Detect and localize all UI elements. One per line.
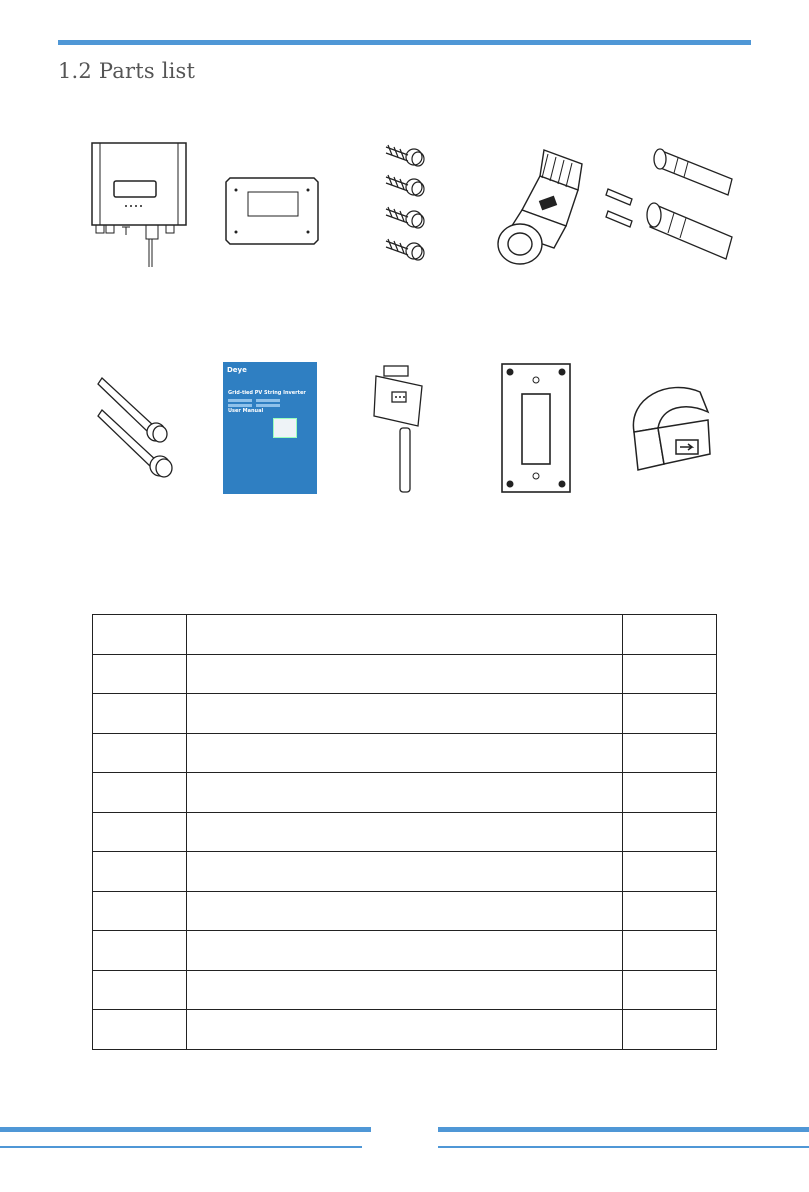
table-row — [93, 970, 717, 1010]
table-row — [93, 733, 717, 773]
parts-table — [92, 614, 717, 1050]
table-cell — [623, 733, 717, 773]
table-row — [93, 694, 717, 734]
screws-image — [378, 139, 434, 271]
table-cell — [93, 733, 187, 773]
mounting-plate-image — [500, 362, 572, 494]
table-cell — [623, 852, 717, 892]
table-cell — [623, 773, 717, 813]
table-cell — [623, 694, 717, 734]
footer-rule-right-thin — [438, 1146, 809, 1148]
manual-cover-inverter — [273, 418, 297, 438]
inverter-image — [86, 139, 196, 269]
manual-cover-subtitle: User Manual — [228, 408, 264, 414]
table-cell — [93, 812, 187, 852]
table-row — [93, 1010, 717, 1050]
table-row — [93, 773, 717, 813]
table-cell — [93, 970, 187, 1010]
section-title: 1.2 Parts list — [58, 59, 196, 83]
table-cell — [93, 852, 187, 892]
footer-rule-left-thin — [0, 1146, 362, 1148]
table-row — [93, 931, 717, 971]
table-cell — [187, 852, 623, 892]
table-cell — [93, 1010, 187, 1050]
manual-cover-title: Grid-tied PV String Inverter — [228, 390, 306, 396]
table-row — [93, 812, 717, 852]
table-cell — [93, 694, 187, 734]
header-rule — [58, 40, 751, 45]
table-row — [93, 852, 717, 892]
table-header-row — [93, 615, 717, 655]
footer-rule-right — [438, 1127, 809, 1132]
table-header-cell — [93, 615, 187, 655]
table-cell — [93, 891, 187, 931]
table-cell — [623, 1010, 717, 1050]
table-cell — [93, 773, 187, 813]
ct-clamp-image — [628, 378, 714, 476]
table-cell — [623, 654, 717, 694]
table-header-cell — [623, 615, 717, 655]
manual-cover-models — [228, 399, 288, 408]
table-cell — [623, 891, 717, 931]
table-cell — [187, 654, 623, 694]
table-cell — [93, 931, 187, 971]
table-cell — [93, 654, 187, 694]
footer-rule-left — [0, 1127, 371, 1132]
table-cell — [187, 733, 623, 773]
table-row — [93, 891, 717, 931]
ac-connector-image — [482, 144, 594, 270]
table-cell — [187, 812, 623, 852]
table-cell — [187, 931, 623, 971]
expansion-bolts-image — [94, 370, 180, 486]
table-cell — [623, 931, 717, 971]
table-cell — [623, 970, 717, 1010]
table-cell — [187, 773, 623, 813]
table-cell — [623, 812, 717, 852]
wifi-stick-image — [366, 362, 432, 496]
table-cell — [187, 970, 623, 1010]
pv-connectors-image — [602, 143, 752, 273]
table-cell — [187, 694, 623, 734]
table-cell — [187, 891, 623, 931]
mounting-bracket-image — [222, 172, 322, 250]
user-manual-image — [223, 362, 317, 494]
table-cell — [187, 1010, 623, 1050]
table-header-cell — [187, 615, 623, 655]
table-row — [93, 654, 717, 694]
brand-logo: Deye — [227, 366, 247, 374]
